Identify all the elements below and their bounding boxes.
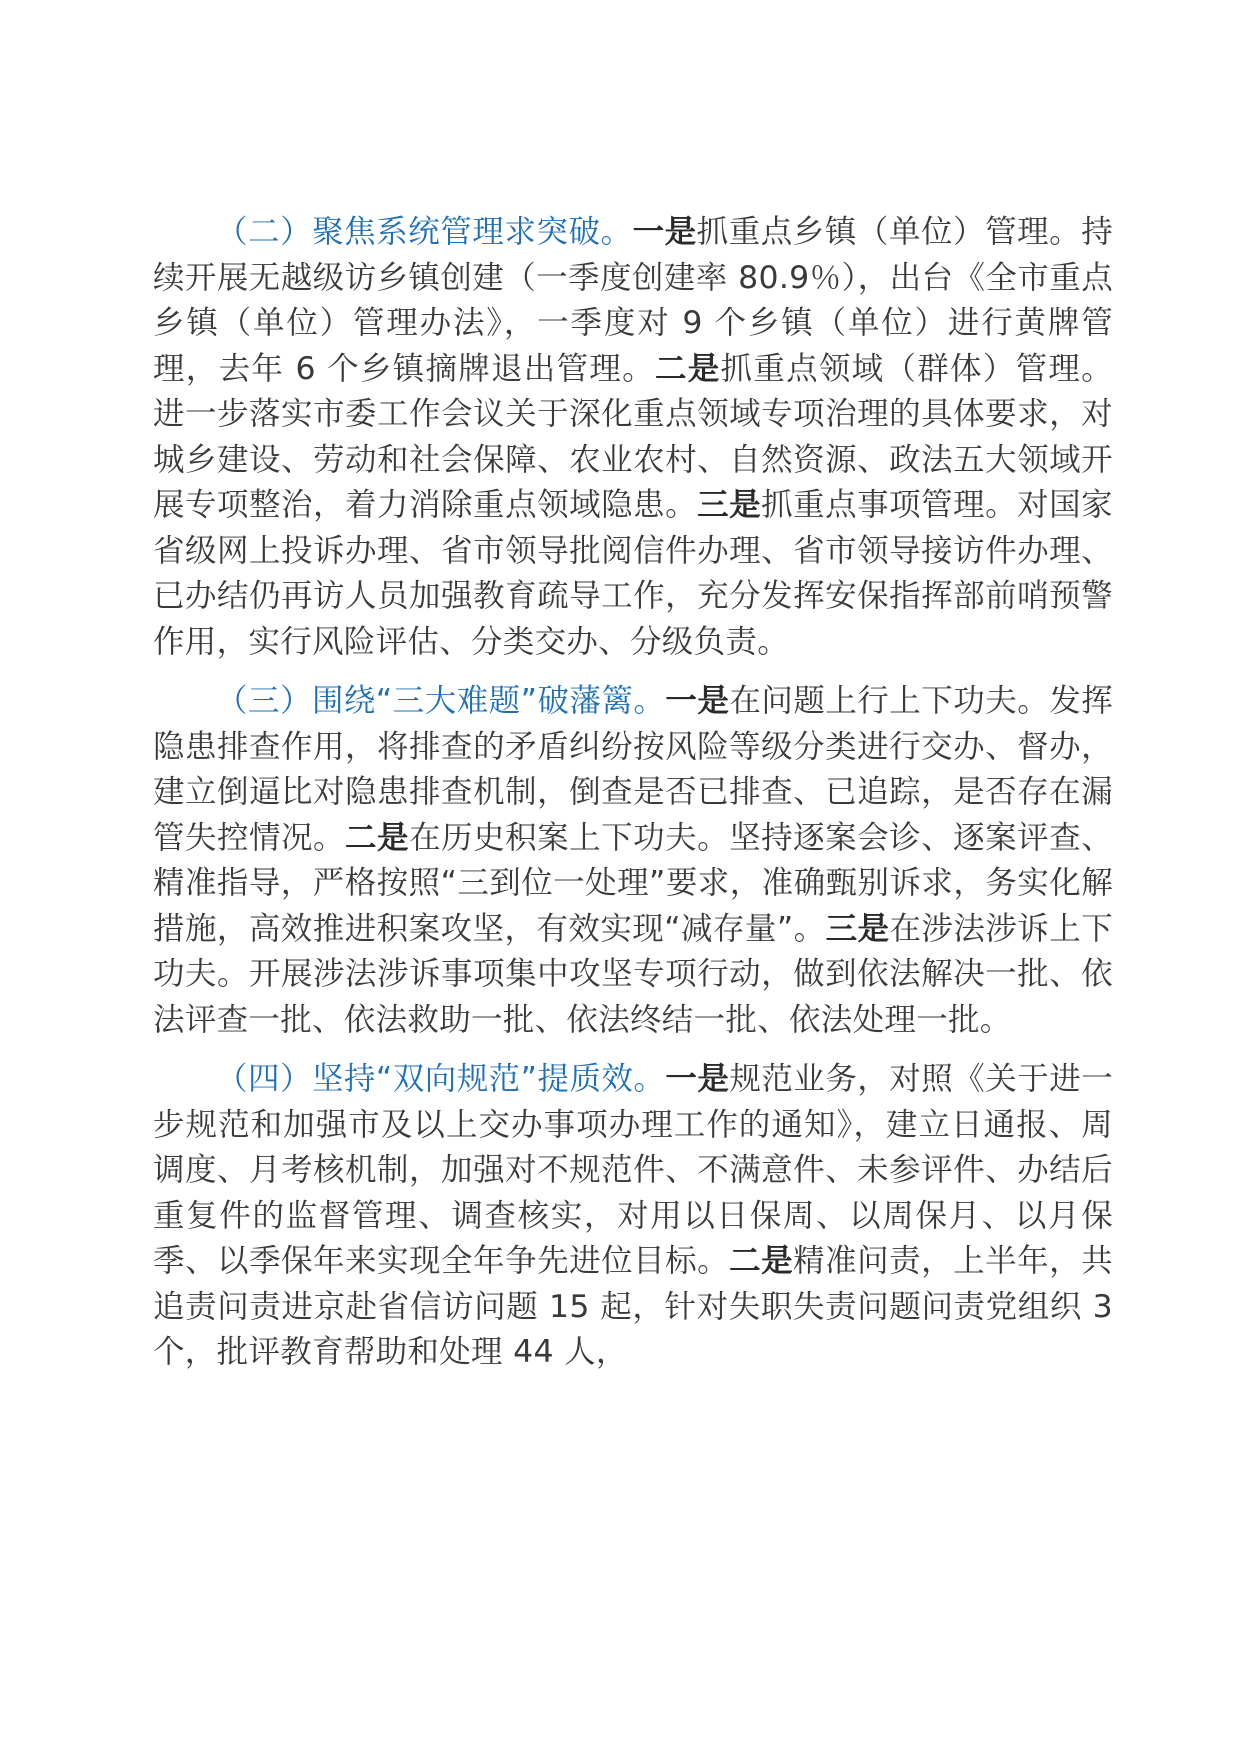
point-text: 精准问责，上半年，共追责问责进京赴省信访问题 15 起，针对失职失责问题问责党组织 3 个，批评教育帮助和处理 44 人，: [153, 1243, 1113, 1370]
document-body: [153, 210, 1113, 1390]
point-marker: 一是: [665, 1061, 730, 1097]
point-marker: 一是: [632, 214, 697, 250]
point-marker: 二是: [345, 819, 410, 856]
point-text: 在问题上行上下功夫。发挥隐患排查作用，将排查的矛盾纠纷按风险等级分类进行交办、督办，建立倒逼比对隐患排查机制，倒查是否已排查、已追踪，是否存在漏管失控情况。: [153, 683, 1113, 856]
point-text: 抓重点事项管理。对国家省级网上投诉办理、省市领导批阅信件办理、省市领导接访件办理、已办结仍再访人员加强教育疏导工作，充分发挥安保指挥部前哨预警作用，实行风险评估、分类交办、分级负责。: [153, 487, 1113, 660]
section-heading: （三）围绕“三大难题”破藩篱。: [216, 683, 666, 719]
paragraph-section-4: [153, 1057, 1113, 1376]
point-text: 抓重点领域（群体）管理。进一步落实市委工作会议关于深化重点领域专项治理的具体要求，对城乡建设、劳动和社会保障、农业农村、自然资源、政法五大领域开展专项整治，着力消除重点领域隐患。: [153, 350, 1113, 523]
point-marker: 二是: [729, 1243, 794, 1279]
point-marker: 二是: [654, 350, 721, 387]
point-text: 抓重点乡镇（单位）管理。持续开展无越级访乡镇创建（一季度创建率 80.9％），出台《全市重点乡镇（单位）管理办法》，一季度对 9 个乡镇（单位）进行黄牌管理，去年 6 个乡镇摘牌退出管理。: [153, 214, 1113, 387]
paragraph-section-2: [153, 210, 1113, 665]
point-marker: 三是: [697, 487, 762, 523]
point-marker: 一是: [665, 683, 730, 719]
point-text: 在涉法涉诉上下功夫。开展涉法涉诉事项集中攻坚专项行动，做到依法解决一批、依法评查一批、依法救助一批、依法终结一批、依法处理一批。: [153, 910, 1113, 1038]
section-heading: （四）坚持“双向规范”提质效。: [216, 1061, 666, 1097]
point-text: 在历史积案上下功夫。坚持逐案会诊、逐案评查、精准指导，严格按照“三到位一处理”要求，准确甄别诉求，务实化解措施，高效推进积案攻坚，有效实现“减存量”。: [153, 819, 1113, 947]
point-text: 规范业务，对照《关于进一步规范和加强市及以上交办事项办理工作的通知》，建立日通报、周调度、月考核机制，加强对不规范件、不满意件、未参评件、办结后重复件的监督管理、调查核实，对用以日保周、以周保月、以月保季、以季保年来实现全年争先进位目标。: [153, 1061, 1113, 1279]
point-marker: 三是: [825, 910, 890, 947]
paragraph-section-3: [153, 679, 1113, 1043]
section-heading: （二）聚焦系统管理求突破。: [216, 214, 633, 250]
